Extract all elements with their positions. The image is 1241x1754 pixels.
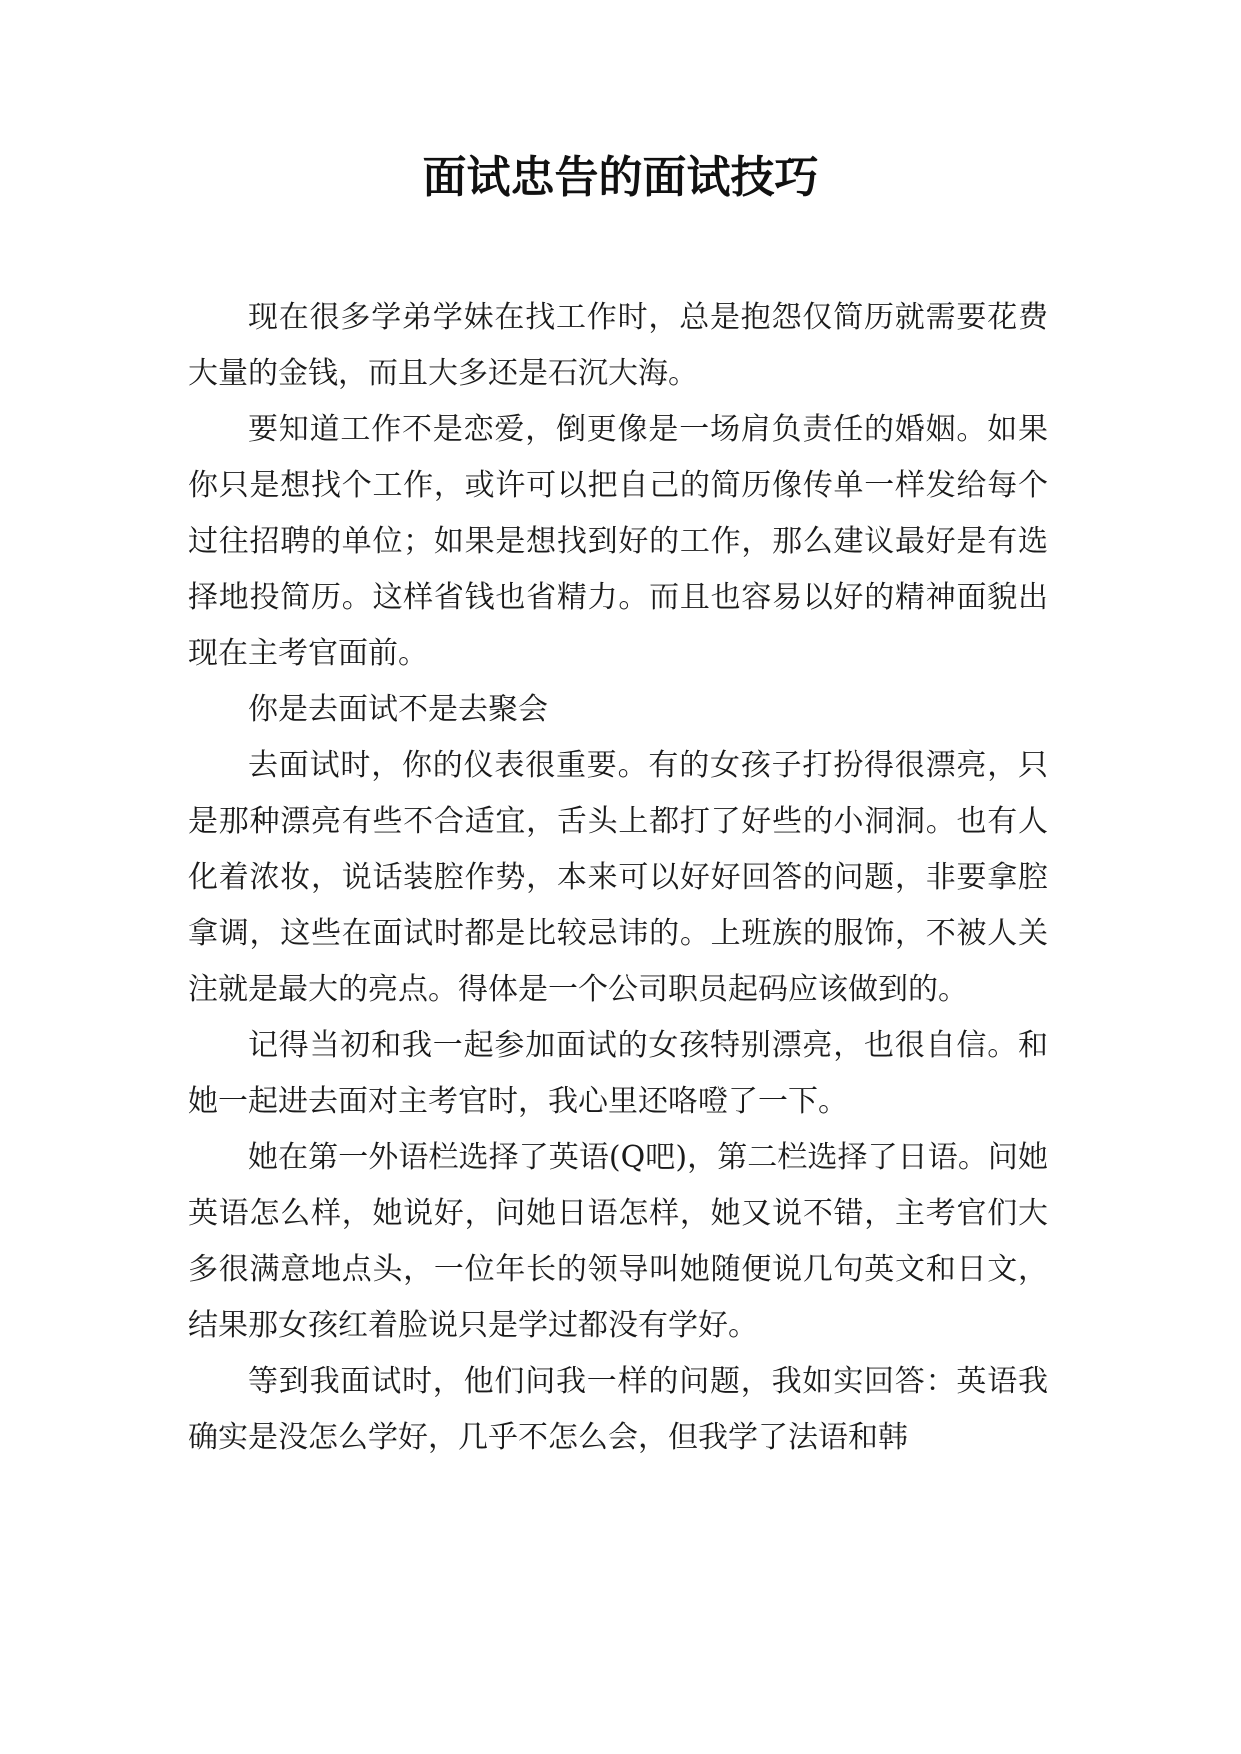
paragraph: 现在很多学弟学妹在找工作时，总是抱怨仅简历就需要花费大量的金钱，而且大多还是石沉大海。	[188, 300, 1048, 391]
document-title: 面试忠告的面试技巧	[422, 152, 819, 203]
section-heading: 你是去面试不是去聚会	[248, 692, 548, 727]
paragraph: 去面试时，你的仪表很重要。有的女孩子打扮得很漂亮，只是那种漂亮有些不合适宜，舌头上都打了好些的小洞洞。也有人化着浓妆，说话装腔作势，本来可以好好回答的问题，非要拿腔拿调，这些在面试时都是比较忌讳的。上班族的服饰，不被人关注就是最大的亮点。得体是一个公司职员起码应该做到的。	[188, 748, 1048, 1007]
paragraph: 等到我面试时，他们问我一样的问题，我如实回答：英语我确实是没怎么学好，几乎不怎么会，但我学了法语和韩	[188, 1364, 1048, 1455]
paragraph: 记得当初和我一起参加面试的女孩特别漂亮，也很自信。和她一起进去面对主考官时，我心里还咯噔了一下。	[188, 1028, 1048, 1119]
paragraph: 要知道工作不是恋爱，倒更像是一场肩负责任的婚姻。如果你只是想找个工作，或许可以把自己的简历像传单一样发给每个过往招聘的单位；如果是想找到好的工作，那么建议最好是有选择地投简历。这样省钱也省精力。而且也容易以好的精神面貌出现在主考官面前。	[188, 412, 1048, 671]
document-body	[188, 290, 1048, 1466]
paragraph: 她在第一外语栏选择了英语(Q吧)，第二栏选择了日语。问她英语怎么样，她说好，问她日语怎样，她又说不错，主考官们大多很满意地点头，一位年长的领导叫她随便说几句英文和日文，结果那女孩红着脸说只是学过都没有学好。	[188, 1140, 1048, 1343]
